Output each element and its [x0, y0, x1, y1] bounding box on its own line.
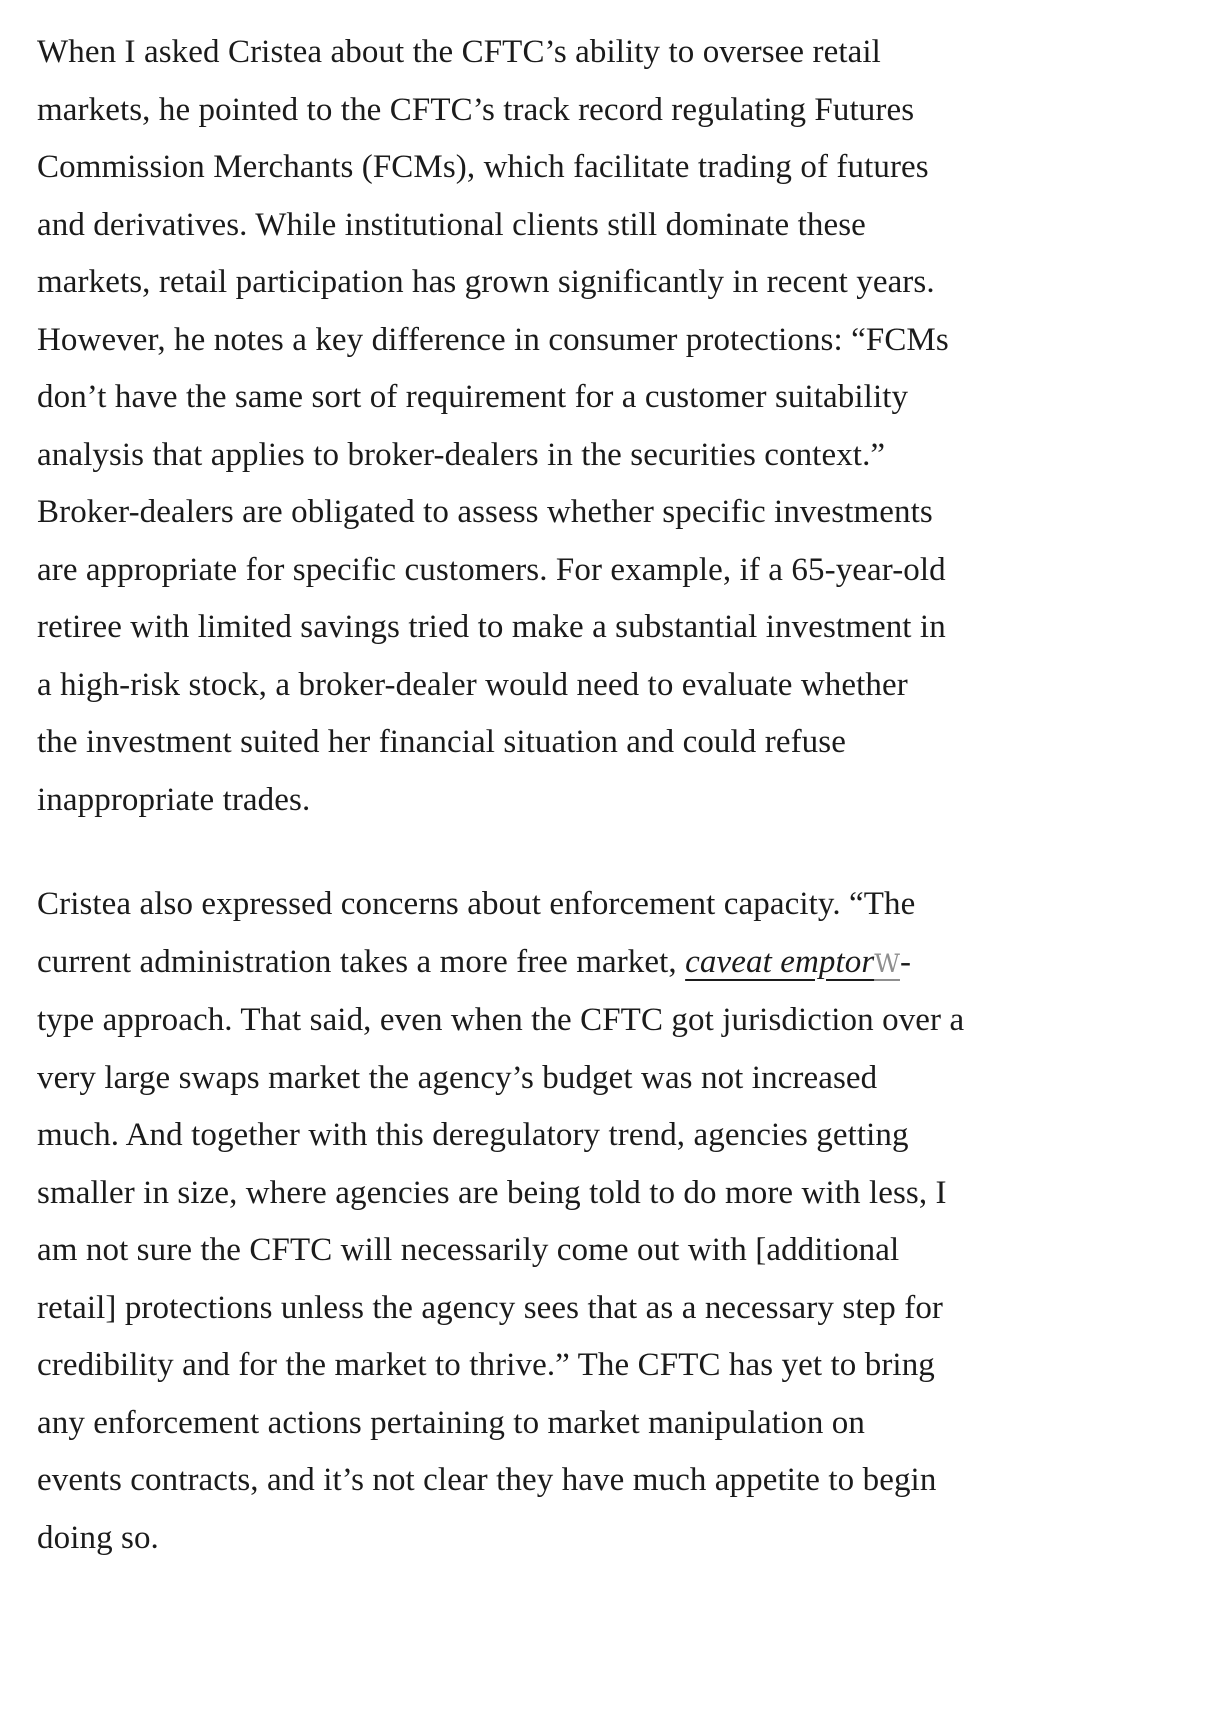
link-line-suffix: - [900, 943, 912, 980]
text-line: retail] protections unless the agency sees that as a necessary step for [37, 1289, 944, 1326]
text-line: any enforcement actions pertaining to market manipulation on [37, 1404, 865, 1441]
text-line: very large swaps market the agency’s budget was not increased [37, 1059, 878, 1096]
text-line: Commission Merchants (FCMs), which facilitate trading of futures [37, 149, 929, 185]
text-line: Broker-dealers are obligated to assess whether specific investments [37, 494, 933, 530]
text-line-with-link [37, 934, 1180, 993]
caveat-emptor-link[interactable]: caveat emptor [685, 943, 875, 980]
text-line: a high-risk stock, a broker-dealer would need to evaluate whether [37, 666, 908, 703]
text-line: events contracts, and it’s not clear they have much appetite to begin [37, 1462, 937, 1498]
text-line: credibility and for the market to thrive.” The CFTC has yet to bring [37, 1347, 935, 1383]
paragraph-1 [37, 24, 1180, 829]
wikipedia-link-icon[interactable]: W [874, 948, 900, 978]
link-line-prefix: current administration takes a more free market, [37, 943, 686, 980]
text-line: don’t have the same sort of requirement for a customer suitability [37, 379, 909, 415]
text-line: markets, he pointed to the CFTC’s track record regulating Futures [37, 91, 915, 128]
text-line: retiree with limited savings tried to make a substantial investment in [37, 609, 946, 645]
text-line: inappropriate trades. [37, 781, 311, 818]
text-line: and derivatives. While institutional clients still dominate these [37, 206, 866, 243]
text-line: the investment suited her financial situation and could refuse [37, 724, 846, 760]
text-line: doing so. [37, 1519, 159, 1556]
text-line: are appropriate for specific customers. For example, if a 65-year-old [37, 551, 946, 588]
text-line: However, he notes a key difference in consumer protections: “FCMs [37, 321, 949, 358]
text-line: smaller in size, where agencies are being told to do more with less, I [37, 1174, 947, 1211]
text-line: Cristea also expressed concerns about enforcement capacity. “The [37, 886, 916, 922]
text-line: type approach. That said, even when the CFTC got jurisdiction over a [37, 1002, 965, 1038]
text-line: When I asked Cristea about the CFTC’s ability to oversee retail [37, 34, 881, 70]
text-line: much. And together with this deregulatory trend, agencies getting [37, 1117, 909, 1153]
text-line: am not sure the CFTC will necessarily come out with [additional [37, 1232, 900, 1268]
text-line: markets, retail participation has grown significantly in recent years. [37, 264, 935, 300]
paragraph-2 [37, 876, 1180, 1567]
text-line: analysis that applies to broker-dealers in the securities context.” [37, 436, 886, 473]
